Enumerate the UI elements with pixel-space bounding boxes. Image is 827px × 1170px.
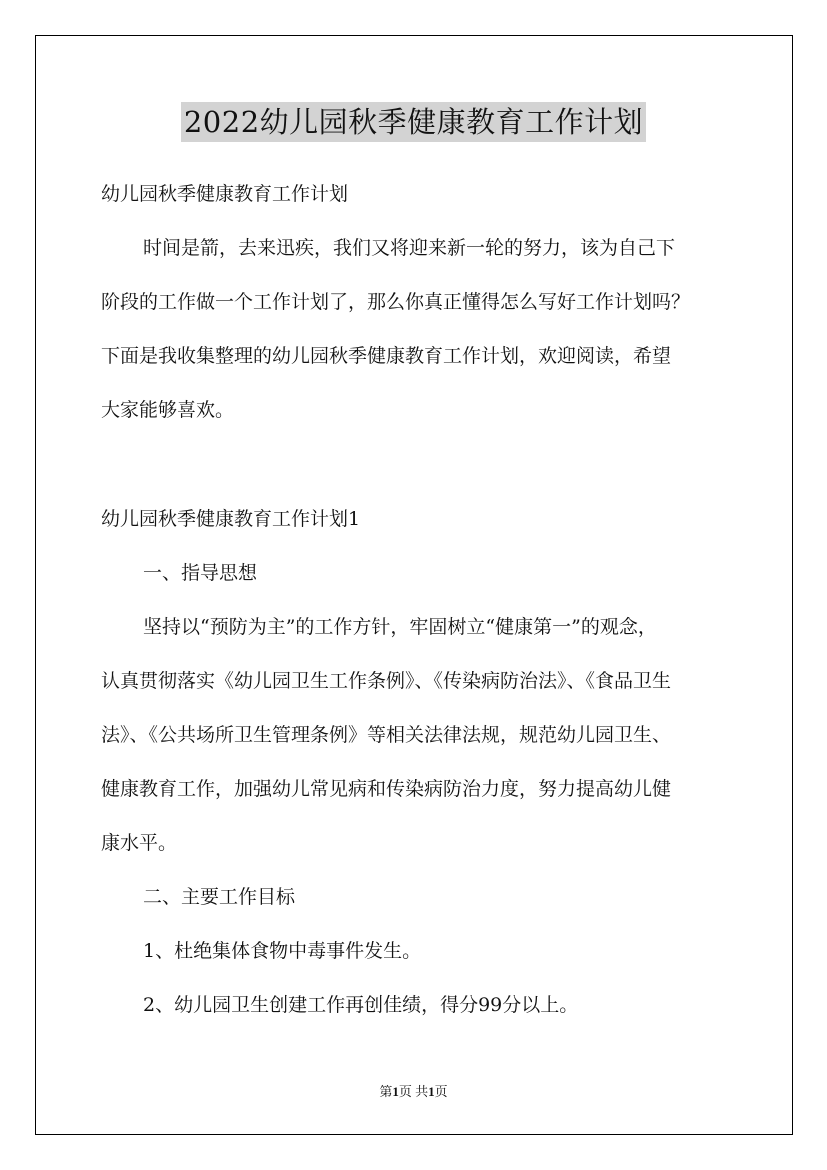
part1-heading: 一、指导思想: [143, 562, 258, 584]
part1-line: 健康教育工作，加强幼儿常见病和传染病防治力度，努力提高幼儿健: [101, 778, 672, 800]
intro-line: 时间是箭，去来迅疾，我们又将迎来新一轮的努力，该为自己下: [143, 237, 676, 259]
intro-line: 大家能够喜欢。: [101, 399, 235, 421]
part1-line: 坚持以“预防为主”的工作方针，牢固树立“健康第一”的观念，: [143, 616, 657, 638]
footer-page-total: 1: [428, 1084, 435, 1099]
part1-line: 康水平。: [101, 832, 178, 854]
footer-page-current: 1: [392, 1084, 399, 1099]
document-title: 2022幼儿园秋季健康教育工作计划: [181, 102, 646, 142]
intro-line: 阶段的工作做一个工作计划了，那么你真正懂得怎么写好工作计划吗？: [101, 291, 691, 313]
part1-line: 法》、《公共场所卫生管理条例》等相关法律法规，规范幼儿园卫生、: [101, 724, 672, 746]
footer-mid: 页 共: [398, 1084, 429, 1099]
document-subtitle: 幼儿园秋季健康教育工作计划: [101, 183, 349, 205]
footer-prefix: 第: [379, 1084, 393, 1099]
intro-line: 下面是我收集整理的幼儿园秋季健康教育工作计划，欢迎阅读，希望: [101, 345, 672, 367]
page-footer: [0, 1083, 827, 1101]
title-container: [0, 102, 827, 142]
part1-line: 认真贯彻落实《幼儿园卫生工作条例》、《传染病防治法》、《食品卫生: [101, 670, 672, 692]
part2-heading: 二、主要工作目标: [143, 886, 296, 908]
goal-item: 2、幼儿园卫生创建工作再创佳绩，得分99分以上。: [143, 994, 579, 1016]
footer-suffix: 页: [434, 1084, 448, 1099]
section-heading: 幼儿园秋季健康教育工作计划1: [101, 508, 361, 530]
goal-item: 1、杜绝集体食物中毒事件发生。: [143, 940, 422, 962]
